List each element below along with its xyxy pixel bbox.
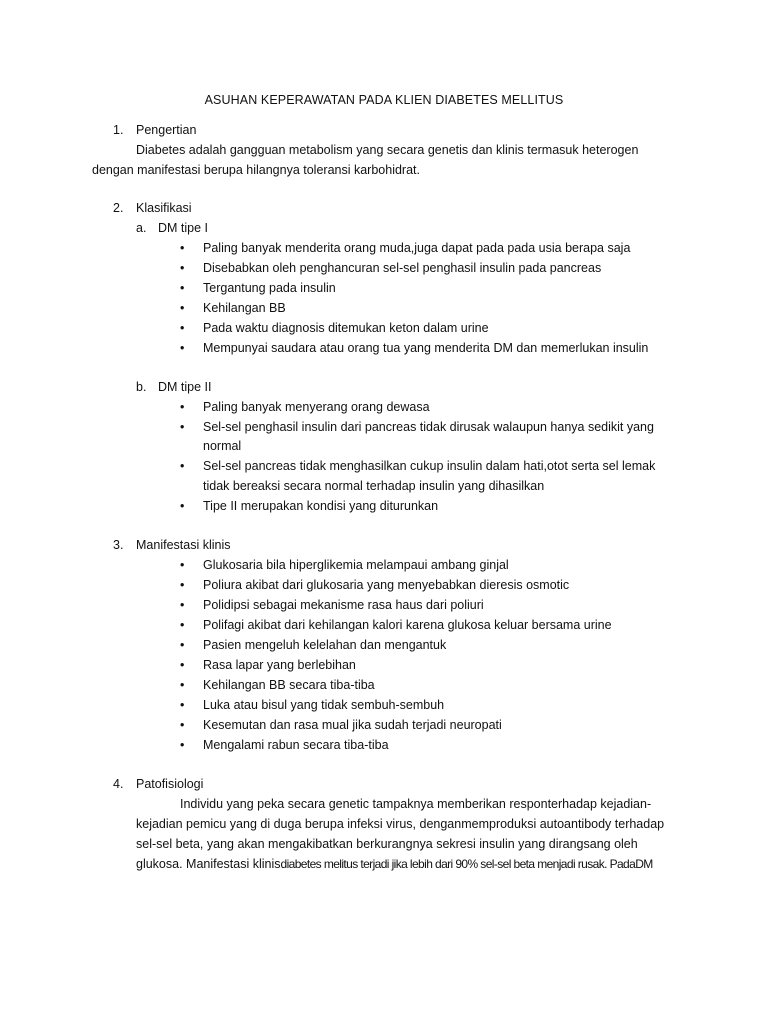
section-number: 2. (113, 201, 124, 215)
list-item: Glukosaria bila hiperglikemia melampaui ambang ginjal (203, 558, 509, 572)
bullet: • (180, 578, 185, 592)
bullet: • (180, 261, 185, 275)
list-item: Polidipsi sebagai mekanisme rasa haus dari poliuri (203, 598, 484, 612)
bullet: • (180, 638, 185, 652)
subsection-letter: a. (136, 221, 147, 235)
subsection-label: DM tipe I (158, 221, 209, 235)
document-title: ASUHAN KEPERAWATAN PADA KLIEN DIABETES MELLITUS (204, 93, 564, 107)
list-item: Paling banyak menderita orang muda,juga dapat pada pada usia berapa saja (203, 241, 631, 255)
paragraph-line: Diabetes adalah gangguan metabolism yang secara genetis dan klinis termasuk heterogen (136, 143, 639, 157)
bullet: • (180, 598, 185, 612)
subsection-label: DM tipe II (158, 380, 212, 394)
paragraph-line: dengan manifestasi berupa hilangnya toleransi karbohidrat. (92, 163, 420, 177)
section-number: 3. (113, 538, 124, 552)
list-item: Poliura akibat dari glukosaria yang menyebabkan dieresis osmotic (203, 578, 570, 592)
list-item: Polifagi akibat dari kehilangan kalori karena glukosa keluar bersama urine (203, 618, 612, 632)
bullet: • (180, 678, 185, 692)
bullet: • (180, 281, 185, 295)
bullet: • (180, 738, 185, 752)
list-item: Disebabkan oleh penghancuran sel-sel penghasil insulin pada pancreas (203, 261, 602, 275)
bullet: • (180, 718, 185, 732)
bullet: • (180, 341, 185, 355)
list-item: Kehilangan BB secara tiba-tiba (203, 678, 375, 692)
paragraph-line: kejadian pemicu yang di duga berupa infeksi virus, denganmemproduksi autoantibody terhadap (136, 817, 665, 831)
paragraph-line: sel-sel beta, yang akan mengakibatkan berkurangnya sekresi insulin yang dirangsang oleh (136, 837, 638, 851)
bullet: • (180, 618, 185, 632)
bullet: • (180, 558, 185, 572)
bullet: • (180, 658, 185, 672)
bullet: • (180, 420, 185, 434)
list-item: Pasien mengeluh kelelahan dan mengantuk (203, 638, 447, 652)
list-item: Mengalami rabun secara tiba-tiba (203, 738, 389, 752)
list-item: Mempunyai saudara atau orang tua yang menderita DM dan memerlukan insulin (203, 341, 649, 355)
list-item: Kehilangan BB (203, 301, 286, 315)
section-number: 1. (113, 123, 124, 137)
list-item: Paling banyak menyerang orang dewasa (203, 400, 430, 414)
bullet: • (180, 698, 185, 712)
list-item: Tipe II merupakan kondisi yang diturunkan (203, 499, 439, 513)
bullet: • (180, 400, 185, 414)
section-number: 4. (113, 777, 124, 791)
section-heading: Manifestasi klinis (136, 538, 231, 552)
paragraph-fragment-condensed: diabetes melitus terjadi jika lebih dari 90% sel-sel beta menjadi rusak. PadaDM (280, 857, 653, 871)
bullet: • (180, 459, 185, 473)
list-item-continuation: normal (203, 439, 242, 453)
paragraph-line (136, 856, 653, 872)
paragraph-fragment: glukosa. Manifestasi klinis (136, 857, 281, 871)
list-item: Tergantung pada insulin (203, 281, 336, 295)
list-item: Luka atau bisul yang tidak sembuh-sembuh (203, 698, 445, 712)
list-item: Kesemutan dan rasa mual jika sudah terjadi neuropati (203, 718, 502, 732)
paragraph-line: Individu yang peka secara genetic tampaknya memberikan responterhadap kejadian- (180, 797, 652, 811)
bullet: • (180, 301, 185, 315)
section-heading: Klasifikasi (136, 201, 192, 215)
list-item: Rasa lapar yang berlebihan (203, 658, 356, 672)
section-heading: Patofisiologi (136, 777, 204, 791)
list-item: Sel-sel penghasil insulin dari pancreas tidak dirusak walaupun hanya sedikit yang (203, 420, 654, 434)
list-item: Pada waktu diagnosis ditemukan keton dalam urine (203, 321, 489, 335)
subsection-letter: b. (136, 380, 147, 394)
list-item: Sel-sel pancreas tidak menghasilkan cukup insulin dalam hati,otot serta sel lemak (203, 459, 656, 473)
bullet: • (180, 499, 185, 513)
section-heading: Pengertian (136, 123, 197, 137)
bullet: • (180, 241, 185, 255)
bullet: • (180, 321, 185, 335)
list-item-continuation: tidak bereaksi secara normal terhadap insulin yang dihasilkan (203, 479, 545, 493)
